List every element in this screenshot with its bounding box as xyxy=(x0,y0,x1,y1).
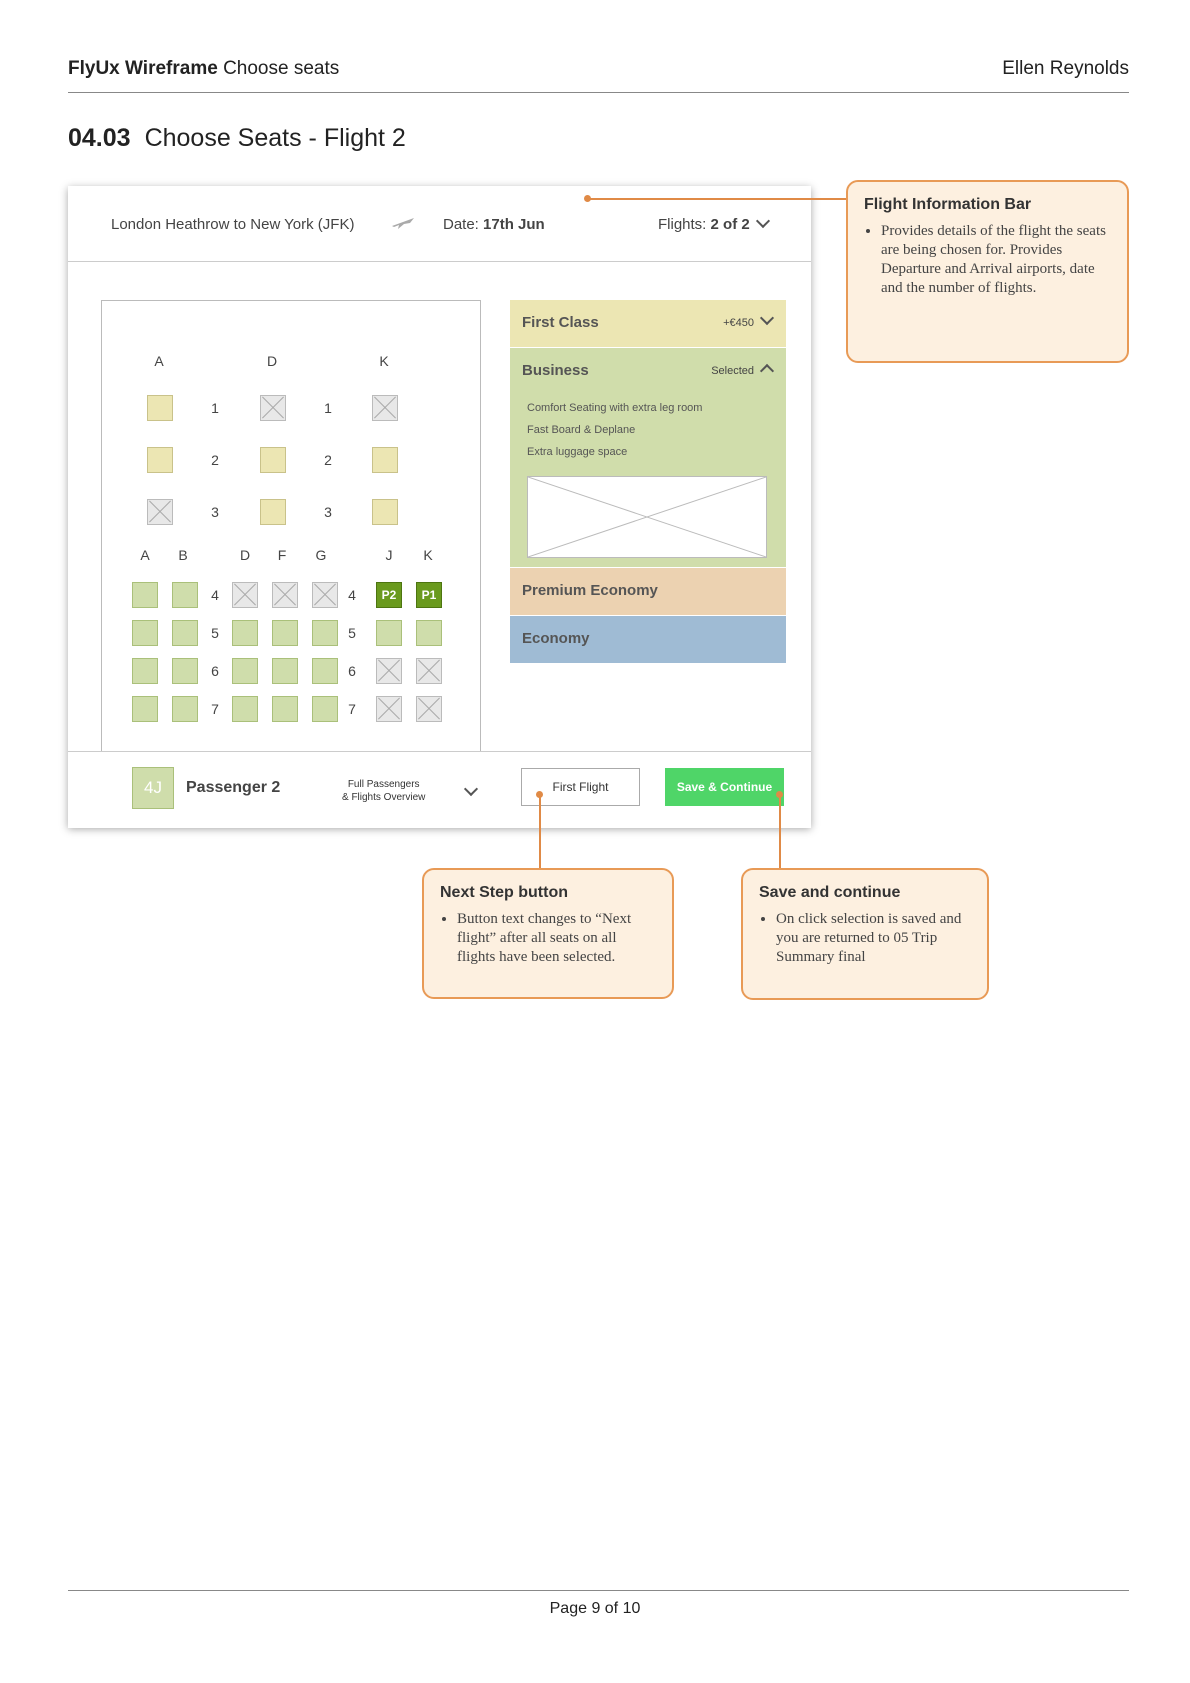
class-accordion xyxy=(510,300,786,664)
seat-1A[interactable] xyxy=(147,395,173,421)
seat-6B[interactable] xyxy=(172,658,198,684)
feature-item: Fast Board & Deplane xyxy=(527,424,636,436)
seat-2D[interactable] xyxy=(260,447,286,473)
flights-selector[interactable]: Flights: 2 of 2 xyxy=(658,216,768,233)
seat-6F[interactable] xyxy=(272,658,298,684)
chevron-down-icon[interactable] xyxy=(464,782,478,796)
class-premium-economy[interactable]: Premium Economy xyxy=(510,568,786,616)
plane-icon xyxy=(390,215,416,231)
feature-item: Comfort Seating with extra leg room xyxy=(527,402,703,414)
seat-6A[interactable] xyxy=(132,658,158,684)
seat-3A xyxy=(147,499,173,525)
connector-dot xyxy=(584,195,591,202)
seat-4A[interactable] xyxy=(132,582,158,608)
row-label: 7 xyxy=(348,701,356,717)
seat-3D[interactable] xyxy=(260,499,286,525)
seat-6K xyxy=(416,658,442,684)
route: London Heathrow to New York (JFK) xyxy=(111,216,355,233)
seat-5G[interactable] xyxy=(312,620,338,646)
seat-7K xyxy=(416,696,442,722)
row-label: 3 xyxy=(211,504,219,520)
chevron-down-icon xyxy=(756,214,770,228)
class-status: Selected xyxy=(711,364,772,377)
wireframe-screen xyxy=(68,186,811,827)
chevron-up-icon xyxy=(760,364,774,378)
seat-1K xyxy=(372,395,398,421)
col-label: A xyxy=(140,547,150,563)
class-price: +€450 xyxy=(723,316,772,329)
seat-5K[interactable] xyxy=(416,620,442,646)
row-label: 2 xyxy=(324,452,332,468)
col-label: G xyxy=(315,547,327,563)
row-label: 6 xyxy=(348,663,356,679)
col-label: K xyxy=(423,547,433,563)
row-label: 1 xyxy=(211,400,219,416)
seat-5A[interactable] xyxy=(132,620,158,646)
flight-date: Date: 17th Jun xyxy=(443,216,545,233)
seat-5J[interactable] xyxy=(376,620,402,646)
row-label: 4 xyxy=(211,587,219,603)
row-label: 2 xyxy=(211,452,219,468)
connector-line xyxy=(588,198,846,200)
seat-5D[interactable] xyxy=(232,620,258,646)
connector-line xyxy=(779,795,781,868)
image-placeholder xyxy=(527,476,767,558)
seat-7B[interactable] xyxy=(172,696,198,722)
seat-7G[interactable] xyxy=(312,696,338,722)
seat-7D[interactable] xyxy=(232,696,258,722)
row-label: 5 xyxy=(211,625,219,641)
feature-item: Extra luggage space xyxy=(527,446,628,458)
seat-3K[interactable] xyxy=(372,499,398,525)
passenger-name: Passenger 2 xyxy=(186,779,281,796)
overview-toggle[interactable]: Full Passengers & Flights Overview xyxy=(342,779,426,803)
seat-7F[interactable] xyxy=(272,696,298,722)
page-header xyxy=(68,58,1129,93)
col-label: K xyxy=(379,353,389,369)
callout-save: Save and continue • On click selection is saved and you are returned to 05 Trip Summary final xyxy=(741,868,989,1000)
author: Ellen Reynolds xyxy=(1002,58,1129,79)
passenger-footer xyxy=(68,751,811,828)
class-first[interactable]: First Class +€450 xyxy=(510,300,786,348)
seat-7A[interactable] xyxy=(132,696,158,722)
seat-badge: 4J xyxy=(132,767,174,809)
class-business[interactable]: Business Selected Comfort Seating with extra leg room Fast Board & Deplane Extra luggage space xyxy=(510,348,786,568)
connector-dot xyxy=(536,791,543,798)
col-label: F xyxy=(277,547,287,563)
col-label: D xyxy=(239,547,251,563)
seat-2K[interactable] xyxy=(372,447,398,473)
row-label: 6 xyxy=(211,663,219,679)
seat-5B[interactable] xyxy=(172,620,198,646)
connector-dot xyxy=(776,791,783,798)
section-title: 04.03 Choose Seats - Flight 2 xyxy=(68,124,406,152)
connector-line xyxy=(539,795,541,868)
row-label: 4 xyxy=(348,587,356,603)
seat-7J xyxy=(376,696,402,722)
seat-6G[interactable] xyxy=(312,658,338,684)
seat-map xyxy=(101,300,481,751)
seat-1D xyxy=(260,395,286,421)
seat-6J xyxy=(376,658,402,684)
seat-5F[interactable] xyxy=(272,620,298,646)
class-economy[interactable]: Economy xyxy=(510,616,786,664)
seat-2A[interactable] xyxy=(147,447,173,473)
row-label: 7 xyxy=(211,701,219,717)
save-continue-button[interactable]: Save & Continue xyxy=(665,768,784,806)
seat-6D[interactable] xyxy=(232,658,258,684)
row-label: 5 xyxy=(348,625,356,641)
seat-4D xyxy=(232,582,258,608)
callout-next-step: Next Step button • Button text changes to “Next flight” after all seats on all flights have been selected. xyxy=(422,868,674,999)
row-label: 1 xyxy=(324,400,332,416)
col-label: A xyxy=(154,353,164,369)
col-label: B xyxy=(178,547,188,563)
chevron-down-icon xyxy=(760,311,774,325)
callout-info-bar: Flight Information Bar • Provides details of the flight the seats are being chosen for. Provides Departure and Arrival airports, date and the number of flights. xyxy=(846,180,1129,363)
seat-4G xyxy=(312,582,338,608)
first-flight-button[interactable]: First Flight xyxy=(521,768,640,806)
col-label: D xyxy=(266,353,278,369)
page-footer-rule xyxy=(68,1590,1129,1591)
col-label: J xyxy=(385,547,393,563)
row-label: 3 xyxy=(324,504,332,520)
doc-title: FlyUx Wireframe Choose seats xyxy=(68,58,340,79)
seat-4F xyxy=(272,582,298,608)
seat-4K-p1[interactable]: P1 xyxy=(416,582,442,608)
seat-4J-p2[interactable]: P2 xyxy=(376,582,402,608)
page-number: Page 9 of 10 xyxy=(549,1600,641,1617)
seat-4B[interactable] xyxy=(172,582,198,608)
